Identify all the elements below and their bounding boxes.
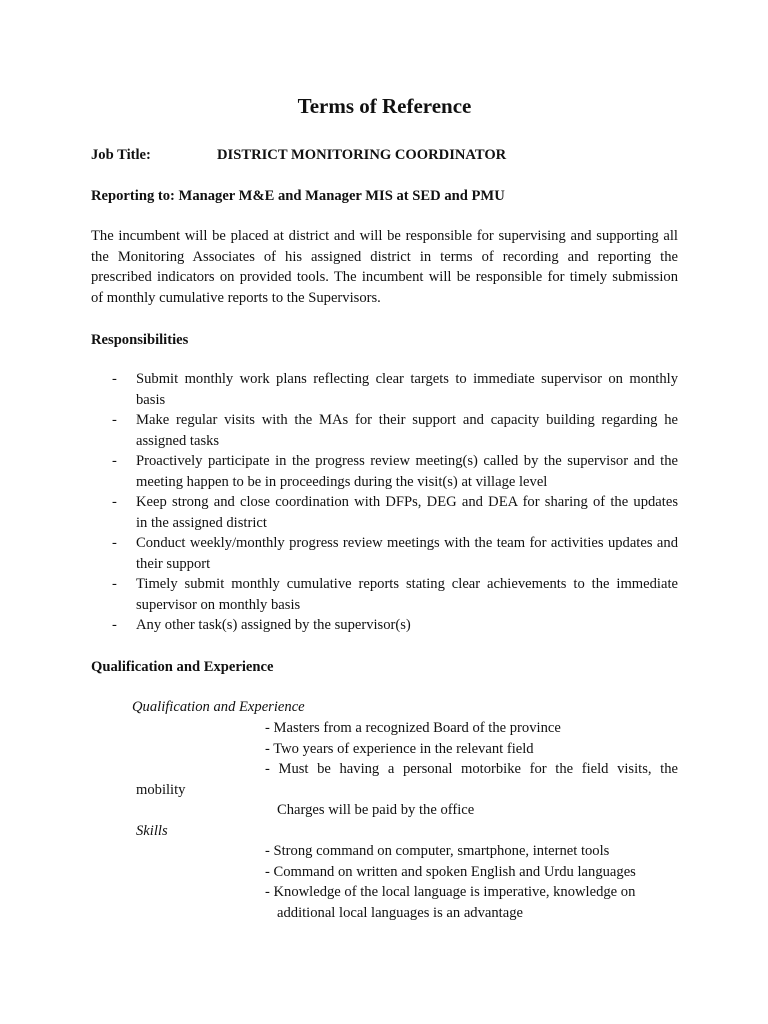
job-title-label: Job Title: (91, 147, 151, 163)
qualification-item-continued: mobility (136, 781, 186, 798)
list-item (91, 574, 678, 615)
intro-line: the Monitoring Associates of his assigned district in terms of recording and reporting the (91, 248, 678, 265)
dash-bullet: - (112, 535, 117, 551)
qualification-item: - Must be having a personal motorbike for the field visits, the (265, 761, 678, 777)
qualification-item: - Masters from a recognized Board of the province (265, 720, 561, 736)
list-item-line: Proactively participate in the progress review meeting(s) called by the supervisor and the (136, 453, 678, 469)
list-item (91, 615, 678, 636)
document-page (91, 0, 678, 1024)
list-item-line: Submit monthly work plans reflecting clear targets to immediate supervisor on monthly (136, 371, 678, 387)
qualification-item: - Two years of experience in the relevant field (265, 740, 534, 757)
list-item (91, 451, 678, 492)
responsibilities-heading: Responsibilities (91, 332, 189, 348)
list-item-line: meeting happen to be in proceedings during the visit(s) at village level (136, 473, 548, 490)
intro-paragraph (91, 226, 678, 308)
dash-bullet: - (112, 617, 117, 633)
document-title: Terms of Reference (297, 94, 472, 118)
intro-line: of monthly cumulative reports to the Supervisors. (91, 289, 381, 306)
intro-line: prescribed indicators on provided tools. The incumbent will be responsible for timely submission (91, 269, 678, 285)
job-title-value: DISTRICT MONITORING COORDINATOR (217, 147, 507, 163)
list-item (91, 410, 678, 451)
skills-heading: Skills (136, 822, 168, 839)
intro-line: The incumbent will be placed at district and will be responsible for supervising and supporting all (91, 228, 678, 244)
qualification-subheading: Qualification and Experience (132, 699, 305, 715)
dash-bullet: - (112, 494, 117, 510)
list-item-line: in the assigned district (136, 514, 267, 531)
responsibilities-list (91, 369, 678, 636)
dash-bullet: - (112, 453, 117, 469)
list-item (91, 492, 678, 533)
list-item-line: Conduct weekly/monthly progress review meetings with the team for activities updates and (136, 535, 678, 551)
skill-item: - Command on written and spoken English and Urdu languages (265, 863, 636, 880)
qualification-block (91, 718, 678, 923)
list-item (91, 533, 678, 574)
list-item-line: Any other task(s) assigned by the supervisor(s) (136, 617, 411, 633)
list-item-line: Keep strong and close coordination with DFPs, DEG and DEA for sharing of the updates (136, 494, 678, 510)
list-item-line: their support (136, 555, 211, 572)
skill-item: - Knowledge of the local language is imperative, knowledge on (265, 884, 636, 900)
list-item-line: supervisor on monthly basis (136, 596, 301, 613)
dash-bullet: - (112, 412, 117, 428)
qualification-item: Charges will be paid by the office (277, 802, 475, 818)
reporting-line: Reporting to: Manager M&E and Manager MIS at SED and PMU (91, 188, 505, 204)
dash-bullet: - (112, 371, 117, 387)
dash-bullet: - (112, 576, 117, 592)
qualification-heading: Qualification and Experience (91, 659, 274, 675)
skill-item-continued: additional local languages is an advantage (277, 904, 523, 921)
list-item-line: Make regular visits with the MAs for their support and capacity building regarding he (136, 412, 678, 428)
skill-item: - Strong command on computer, smartphone, internet tools (265, 843, 610, 859)
list-item-line: basis (136, 391, 166, 408)
job-title-line (91, 145, 678, 166)
list-item (91, 369, 678, 410)
list-item-line: assigned tasks (136, 432, 220, 449)
list-item-line: Timely submit monthly cumulative reports stating clear achievements to the immediate (136, 576, 678, 592)
